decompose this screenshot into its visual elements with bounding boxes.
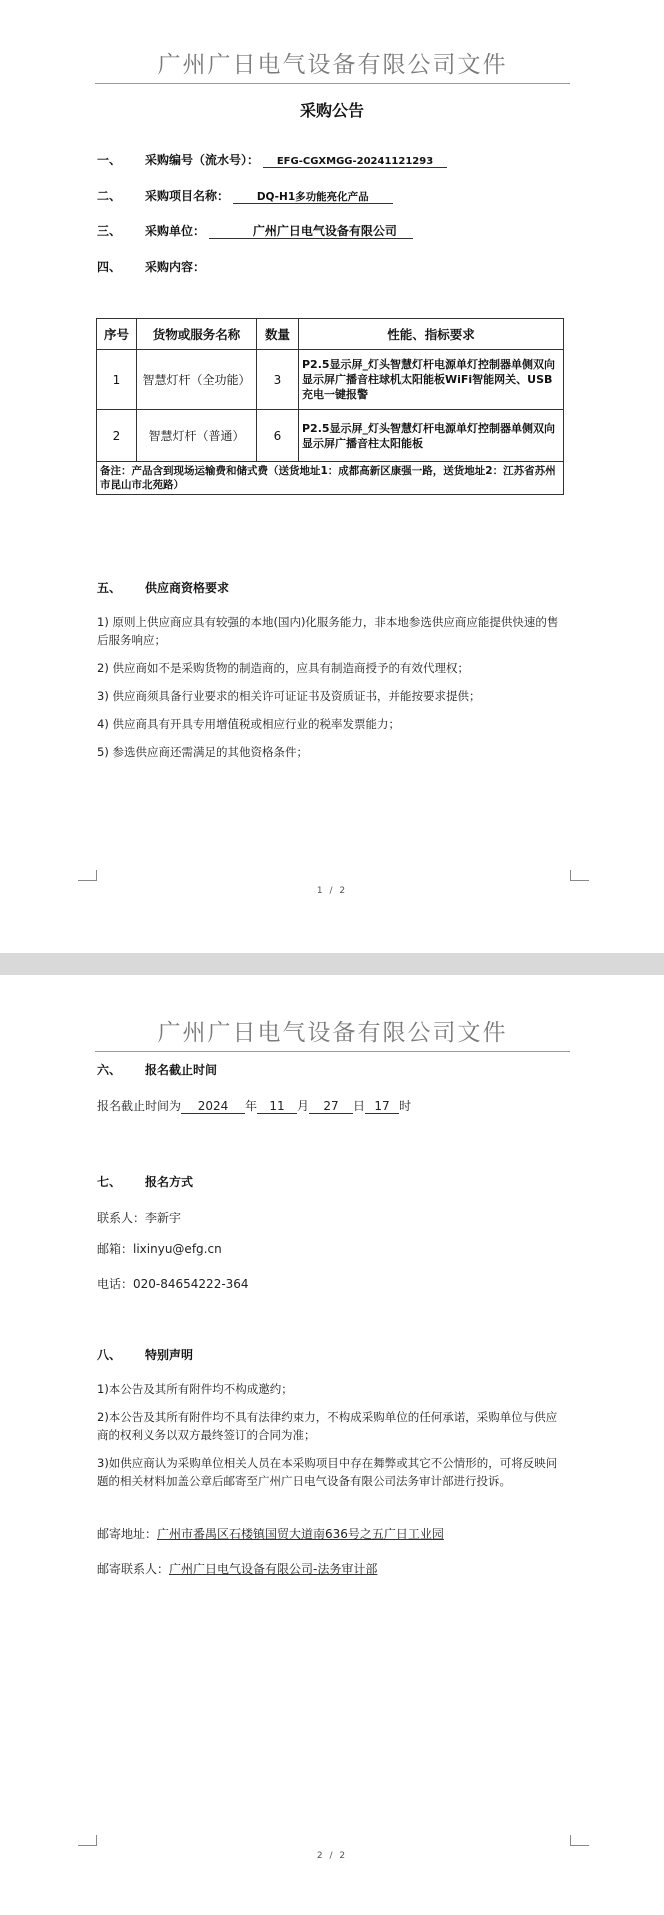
item-procurement-unit: 三、 采购单位： 广州广日电气设备有限公司 bbox=[97, 222, 413, 239]
mail-address-line: 邮寄地址：广州市番禺区石楼镇国贸大道南636号之五广日工业园 bbox=[97, 1527, 444, 1541]
deadline-hour: 17 bbox=[365, 1099, 399, 1114]
deadline-day: 27 bbox=[309, 1099, 353, 1114]
procurement-unit: 广州广日电气设备有限公司 bbox=[209, 224, 413, 239]
mail-contact-line: 邮寄联系人：广州广日电气设备有限公司-法务审计部 bbox=[97, 1562, 378, 1576]
section-6-heading: 六、 报名截止时间 bbox=[97, 1063, 218, 1077]
mail-contact: 广州广日电气设备有限公司-法务审计部 bbox=[169, 1562, 378, 1576]
phone-line: 电话：020-84654222-364 bbox=[97, 1277, 249, 1291]
phone-number: 020-84654222-364 bbox=[133, 1277, 249, 1291]
item-project-name: 二、 采购项目名称： DQ-H1多功能亮化产品 bbox=[97, 187, 393, 204]
section-5-list bbox=[97, 613, 567, 771]
list-item: 4) 供应商具有开具专用增值税或相应行业的税率发票能力； bbox=[97, 717, 400, 731]
page-corner-mark bbox=[78, 1835, 97, 1846]
list-item: 2) 供应商如不是采购货物的制造商的，应具有制造商授予的有效代理权； bbox=[97, 661, 469, 675]
header-qty: 数量 bbox=[257, 319, 299, 350]
page-1 bbox=[0, 0, 664, 953]
header-name: 货物或服务名称 bbox=[137, 319, 257, 350]
table-row: 1 智慧灯杆（全功能） 3 P2.5显示屏_灯头智慧灯杆电源单灯控制器单侧双向显示屏广播音柱球机太阳能板WiFi智能网关、USB充电一键报警 bbox=[97, 350, 564, 410]
table-note-row bbox=[97, 462, 564, 495]
mail-address: 广州市番禺区石楼镇国贸大道南636号之五广日工业园 bbox=[157, 1527, 444, 1541]
page-corner-mark bbox=[570, 1835, 589, 1846]
deadline-line: 报名截止时间为 2024 年 11 月 27 日 17 时 bbox=[97, 1099, 412, 1113]
contact-name: 李新宇 bbox=[145, 1211, 182, 1225]
email-link[interactable]: lixinyu@efg.cn bbox=[133, 1242, 222, 1256]
contact-line: 联系人：李新宇 bbox=[97, 1211, 182, 1225]
document-header: 广州广日电气设备有限公司文件 bbox=[95, 1014, 570, 1052]
document-header: 广州广日电气设备有限公司文件 bbox=[95, 46, 570, 84]
list-item: 1) 原则上供应商应具有较强的本地(国内)化服务能力，非本地参选供应商应能提供快速的售后服务响应； bbox=[97, 615, 559, 647]
section-8-heading: 八、 特别声明 bbox=[97, 1348, 194, 1362]
section-7-heading: 七、 报名方式 bbox=[97, 1175, 194, 1189]
table-note: 备注：产品含到现场运输费和储式费（送货地址1：成都高新区康强一路，送货地址2：江苏省苏州市昆山市北苑路） bbox=[97, 462, 564, 495]
page-corner-mark bbox=[570, 870, 589, 881]
header-no: 序号 bbox=[97, 319, 137, 350]
page-corner-mark bbox=[78, 870, 97, 881]
list-item: 3) 供应商须具备行业要求的相关许可证证书及资质证书，并能按要求提供； bbox=[97, 689, 481, 703]
header-spec: 性能、指标要求 bbox=[299, 319, 564, 350]
deadline-year: 2024 bbox=[181, 1099, 245, 1114]
document-title: 采购公告 bbox=[299, 101, 364, 120]
section-8-list bbox=[97, 1380, 567, 1500]
page-number: 1 / 2 bbox=[316, 886, 348, 896]
email-line: 邮箱：lixinyu@efg.cn bbox=[97, 1242, 222, 1256]
list-item: 3)如供应商认为采购单位相关人员在本采购项目中存在舞弊或其它不公情形的，可将反映问题的相关材料加盖公章后邮寄至广州广日电气设备有限公司法务审计部进行投诉。 bbox=[97, 1456, 558, 1488]
page-separator bbox=[0, 953, 664, 975]
table-row: 2 智慧灯杆（普通） 6 P2.5显示屏_灯头智慧灯杆电源单灯控制器单侧双向显示屏广播音柱太阳能板 bbox=[97, 410, 564, 462]
project-name: DQ-H1多功能亮化产品 bbox=[233, 191, 393, 204]
procurement-number: EFG-CGXMGG-20241121293 bbox=[263, 156, 447, 168]
item-procurement-number: 一、 采购编号（流水号）： EFG-CGXMGG-20241121293 bbox=[97, 151, 447, 168]
item-procurement-content: 四、 采购内容： bbox=[97, 260, 206, 274]
list-item: 5) 参选供应商还需满足的其他资格条件； bbox=[97, 745, 308, 759]
deadline-month: 11 bbox=[257, 1099, 297, 1114]
list-item: 2)本公告及其所有附件均不具有法律约束力，不构成采购单位的任何承诺，采购单位与供应商的权利义务以双方最终签订的合同为准； bbox=[97, 1410, 558, 1442]
page-2 bbox=[0, 975, 664, 1915]
list-item: 1)本公告及其所有附件均不构成邀约； bbox=[97, 1382, 293, 1396]
section-5-heading: 五、 供应商资格要求 bbox=[97, 581, 230, 595]
table-header-row bbox=[97, 319, 564, 350]
page-number: 2 / 2 bbox=[316, 1851, 348, 1861]
procurement-table bbox=[96, 318, 564, 495]
